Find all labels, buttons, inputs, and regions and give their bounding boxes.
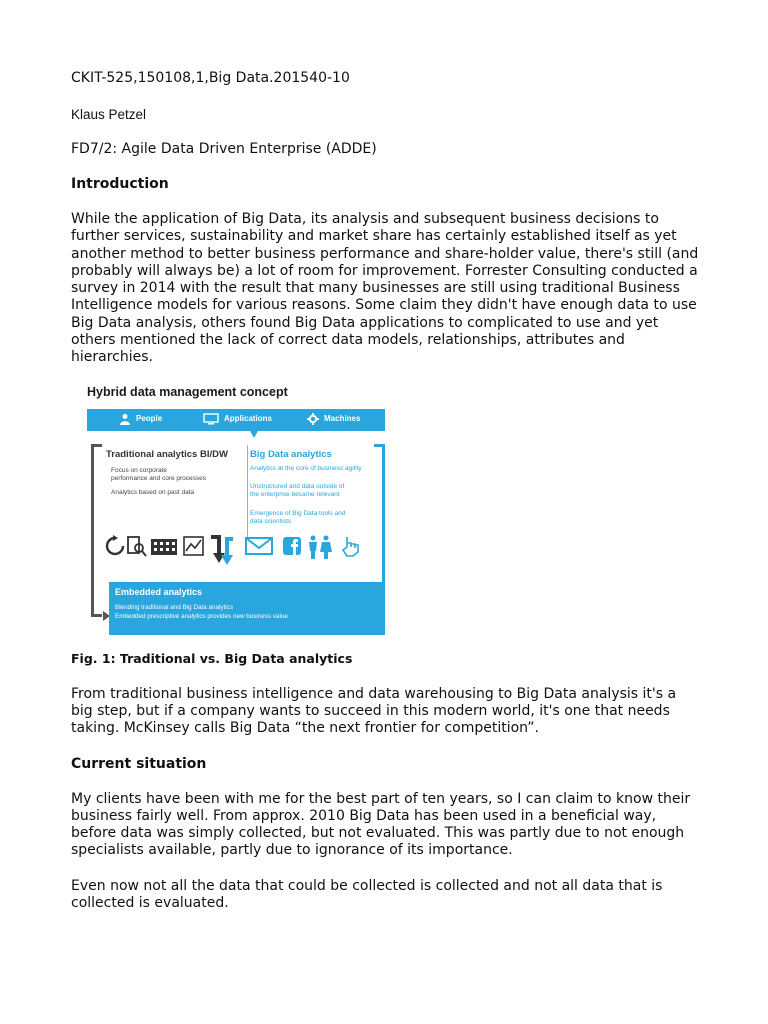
bar-machines-label: Machines (324, 414, 361, 424)
big-data-line: data scientists (250, 517, 292, 525)
left-flow-bracket (91, 444, 102, 617)
paragraph-clients: My clients have been with me for the best part of ten years, so I can claim to know their business fairly well. From approx. 2010 Big Data has been used in a beneficial way, before data was simply collected, but not evaluated. This was partly due to not enough specialists available, partly due to ignorance of its importance. (71, 790, 691, 859)
embedded-analytics-box (109, 582, 385, 635)
down-arrow-icon (250, 431, 258, 438)
current-situation-heading: Current situation (71, 755, 207, 772)
big-data-line: the enterprise became relevant (250, 490, 340, 498)
facebook-icon (283, 535, 301, 557)
mail-icon (245, 535, 273, 557)
monitor-icon (203, 413, 219, 425)
paragraph-data-collected: Even now not all the data that could be collected is collected and not all data that is collected is evaluated. (71, 877, 663, 912)
traditional-title: Traditional analytics BI/DW (106, 448, 228, 460)
embedded-title: Embedded analytics (115, 586, 203, 597)
doc-reference: CKIT-525,150108,1,Big Data.201540-10 (71, 70, 350, 86)
author-name: Klaus Petzel (71, 107, 147, 122)
gear-icon (307, 413, 319, 425)
bar-people (119, 413, 162, 425)
figure-top-bar (87, 409, 385, 431)
person-icon (119, 413, 131, 425)
document-page (71, 70, 701, 930)
big-data-line: Unstructured and data outside of (250, 482, 345, 490)
figure-icons-row (105, 535, 375, 561)
course-title: FD7/2: Agile Data Driven Enterprise (ADDE) (71, 141, 377, 157)
document-search-icon (127, 535, 147, 557)
figure-caption: Fig. 1: Traditional vs. Big Data analytics (71, 650, 353, 666)
hybrid-data-figure (87, 385, 405, 635)
bar-people-label: People (136, 414, 163, 424)
right-flow-bracket (374, 444, 385, 589)
traditional-line: Analytics based on past data (111, 488, 195, 496)
big-data-line: Analytics at the core of business agility (250, 464, 362, 472)
intro-heading: Introduction (71, 176, 169, 192)
chart-icon (183, 535, 205, 557)
embedded-line: Embedded prescriptive analytics provides new business value (115, 612, 288, 620)
figure-title: Hybrid data management concept (87, 384, 288, 399)
people-icon (307, 535, 333, 559)
paragraph-next-frontier: From traditional business intelligence and data warehousing to Big Data analysis it's a big step, but if a company wants to succeed in this modern world, it's one that needs taking. McKinsey calls Big Data “the next frontier for competition”. (71, 685, 677, 737)
big-data-line: Emergence of Big Data tools and (250, 509, 346, 517)
bar-machines (307, 413, 360, 425)
building-icon (150, 535, 178, 557)
embedded-line: Blending traditional and Big Data analytics (115, 603, 233, 611)
merge-arrows-icon (209, 535, 235, 565)
intro-paragraph: While the application of Big Data, its analysis and subsequent business decisions to further services, sustainability and market share has certainly established itself as yet another method to better business performance and share-holder value, there's still (and probably will always be) a lot of room for improvement. Forrester Consulting conducted a survey in 2014 with the result that many businesses are still using traditional Business Intelligence models for various reasons. Some claim they didn't have enough data to use Big Data analysis, others found Big Data applications to complicated to use and yet others mentioned the lack of correct data models, relationships, attributes and hierarchies. (71, 211, 699, 366)
bar-applications-label: Applications (224, 414, 273, 424)
column-divider (247, 445, 248, 540)
bar-applications (203, 413, 272, 425)
big-data-title: Big Data analytics (250, 448, 332, 460)
hand-pointer-icon (341, 535, 361, 557)
traditional-line: Focus on corporate (111, 466, 168, 474)
refresh-icon (105, 535, 125, 557)
traditional-line: performance and core processes (111, 474, 207, 482)
